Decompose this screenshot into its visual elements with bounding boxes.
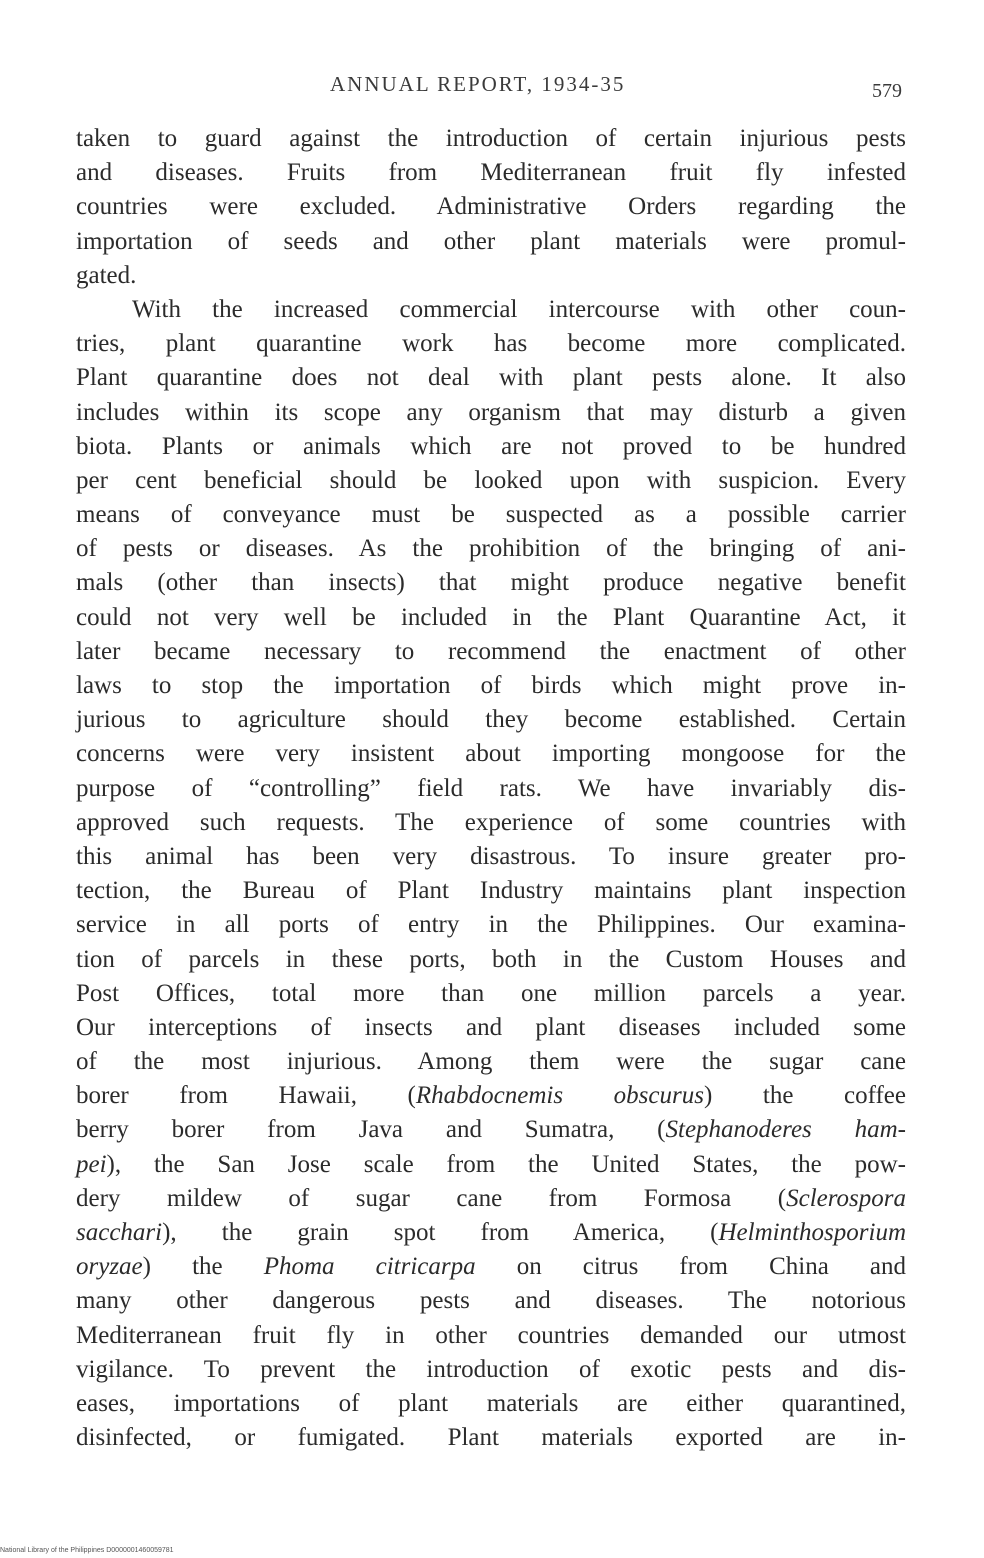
- library-footer: National Library of the Philippines D0000001460059781: [0, 1547, 174, 1554]
- text-line: approved such requests. The experience of some countries with: [76, 808, 906, 836]
- text-line: service in all ports of entry in the Philippines. Our examina-: [76, 911, 906, 939]
- text-line: laws to stop the importation of birds which might prove in-: [76, 672, 906, 699]
- text-line: tries, plant quarantine work has become more complicated.: [76, 330, 906, 358]
- text-line: countries were excluded. Administrative Orders regarding the: [76, 193, 906, 221]
- text-line: concerns were very insistent about importing mongoose for the: [76, 740, 906, 768]
- text-line: purpose of “controlling” field rats. We have invariably dis-: [76, 774, 906, 802]
- text-line: of the most injurious. Among them were the sugar cane: [76, 1048, 906, 1076]
- text-line: taken to guard against the introduction of certain injurious pests: [76, 125, 906, 152]
- text-line: eases, importations of plant materials are either quarantined,: [76, 1389, 906, 1417]
- text-segment: ), the San Jose scale from the United States, the pow-: [106, 1150, 906, 1178]
- text-line: [76, 1079, 906, 1113]
- italic-text: oryzae: [76, 1253, 143, 1281]
- text-segment: berry borer from Java and Sumatra, (: [76, 1116, 666, 1144]
- text-line: [76, 1216, 906, 1250]
- text-line: of pests or diseases. As the prohibition of the bringing of ani-: [76, 535, 906, 563]
- text-line: [76, 1182, 906, 1216]
- text-line: Plant quarantine does not deal with plant pests alone. It also: [76, 364, 906, 392]
- text-line: disinfected, or fumigated. Plant materials exported are in-: [76, 1424, 906, 1452]
- text-line: many other dangerous pests and diseases. The notorious: [76, 1287, 906, 1315]
- text-segment: dery mildew of sugar cane from Formosa (: [76, 1184, 787, 1212]
- text-line: With the increased commercial intercourse with other coun-: [132, 295, 906, 323]
- text-line: [76, 1148, 906, 1182]
- italic-text: sacchari: [76, 1219, 163, 1246]
- text-line: Our interceptions of insects and plant diseases included some: [76, 1013, 906, 1041]
- running-head: ANNUAL REPORT, 1934-35: [330, 72, 626, 96]
- italic-text: Rhabdocnemis obscurus: [415, 1082, 704, 1110]
- text-line: biota. Plants or animals which are not proved to be hundred: [76, 432, 906, 460]
- text-line: could not very well be included in the Plant Quarantine Act, it: [76, 603, 906, 631]
- body-text: [76, 122, 906, 1455]
- text-line: gated.: [76, 261, 137, 289]
- text-segment: ), the grain spot from America, (: [162, 1219, 719, 1246]
- italic-text: Stephanoderes ham-: [665, 1116, 906, 1144]
- italic-text: Sclerospora: [786, 1184, 906, 1212]
- text-line: [76, 1113, 906, 1147]
- text-line: later became necessary to recommend the enactment of other: [76, 637, 906, 665]
- text-line: per cent beneficial should be looked upon with suspicion. Every: [76, 466, 906, 494]
- text-line: Post Offices, total more than one million parcels a year.: [76, 979, 906, 1007]
- text-line: [76, 1250, 906, 1284]
- page-number: 579: [872, 80, 902, 102]
- text-line: includes within its scope any organism that may disturb a given: [76, 398, 906, 426]
- text-line: means of conveyance must be suspected as a possible carrier: [76, 501, 906, 529]
- text-line: tection, the Bureau of Plant Industry maintains plant inspection: [76, 877, 906, 905]
- text-segment: on citrus from China and: [475, 1253, 906, 1281]
- text-line: and diseases. Fruits from Mediterranean fruit fly infested: [76, 159, 906, 187]
- text-line: tion of parcels in these ports, both in the Custom Houses and: [76, 945, 906, 973]
- text-line: jurious to agriculture should they become established. Certain: [76, 706, 906, 734]
- text-line: mals (other than insects) that might produce negative benefit: [76, 569, 906, 597]
- text-line: importation of seeds and other plant materials were promul-: [76, 227, 906, 255]
- italic-text: Phoma citricarpa: [263, 1253, 476, 1281]
- text-line: this animal has been very disastrous. To insure greater pro-: [76, 842, 906, 870]
- text-segment: ) the: [142, 1253, 264, 1281]
- text-line: Mediterranean fruit fly in other countries demanded our utmost: [76, 1321, 906, 1349]
- text-segment: ) the coffee: [703, 1082, 907, 1110]
- italic-text: Helminthosporium: [718, 1219, 906, 1246]
- text-line: vigilance. To prevent the introduction of exotic pests and dis-: [76, 1355, 906, 1383]
- italic-text: pei: [76, 1150, 107, 1178]
- text-segment: borer from Hawaii, (: [76, 1082, 416, 1110]
